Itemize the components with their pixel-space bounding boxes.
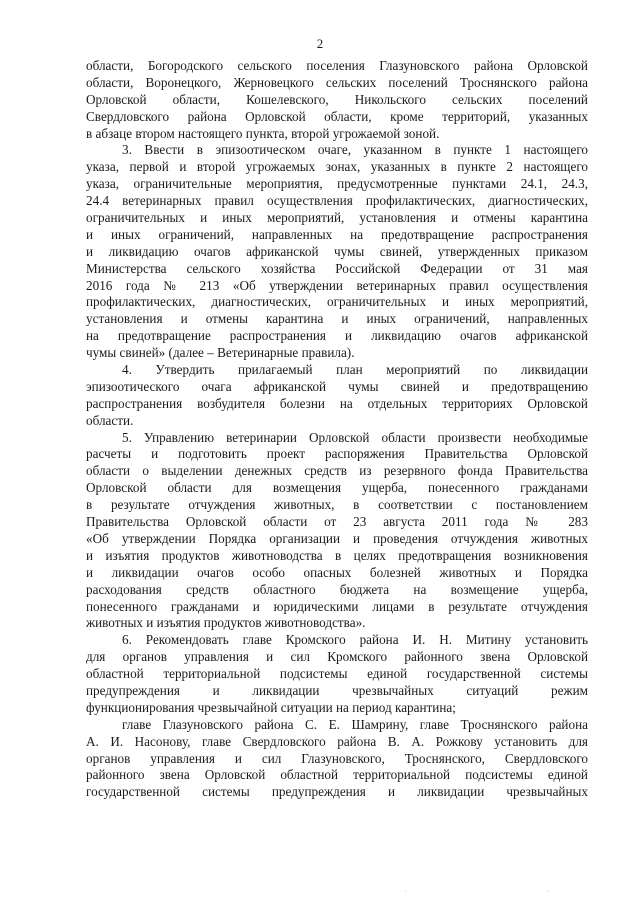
text-line: предупреждения и ликвидации чрезвычайных ситуаций режим xyxy=(86,682,588,698)
text-line: главе Глазуновского района С. Е. Шамрину, главе Троснянского района xyxy=(122,716,588,732)
text-line: А. И. Насонову, главе Свердловского района В. А. Рожкову установить для xyxy=(86,733,588,749)
text-line: Свердловского района Орловской области, кроме территорий, указанных xyxy=(86,108,588,124)
text-line: 6. Рекомендовать главе Кромского района И. Н. Митину установить xyxy=(122,632,588,648)
text-line: областной территориальной подсистемы единой государственной системы xyxy=(86,666,588,682)
text-line: области о выделении денежных средств из резервного фонда Правительства xyxy=(86,463,588,479)
text-line: области, Воронецкого, Жерновецкого сельских поселений Троснянского района xyxy=(86,74,588,90)
text-line: 2016 года № 213 «Об утверждении ветеринарных правил осуществления xyxy=(86,277,588,293)
text-line: ограничительных и иных мероприятий, установления и отмены карантина xyxy=(86,210,588,226)
text-line: «Об утверждении Порядка организации и проведения отчуждения животных xyxy=(86,530,588,546)
text-line: области. xyxy=(86,412,134,428)
text-line: области, Богородского сельского поселения Глазуновского района Орловской xyxy=(86,58,588,73)
text-line: в результате отчуждения животных, в соответствии с постановлением xyxy=(86,497,588,513)
text-line: на предотвращение распространения и ликвидацию очагов африканской xyxy=(86,328,588,344)
scan-artifact: · xyxy=(546,886,549,896)
text-line: для органов управления и сил Кромского районного звена Орловской xyxy=(86,649,588,665)
text-line: 5. Управлению ветеринарии Орловской области произвести необходимые xyxy=(122,429,588,445)
page-number: 2 xyxy=(316,36,324,51)
text-line: понесенного гражданами и юридическими лицами в результате отчуждения xyxy=(86,598,588,614)
text-line: 4. Утвердить прилагаемый план мероприятий по ликвидации xyxy=(122,362,588,378)
text-line: указа, первой и второй угрожаемых зонах, указанных в пункте 2 настоящего xyxy=(86,159,588,175)
text-line: в абзаце втором настоящего пункта, второй угрожаемой зоной. xyxy=(86,125,440,141)
text-line: и ликвидацию очагов африканской чумы свиней, утвержденных приказом xyxy=(86,243,588,259)
text-line: распространения возбудителя болезни на отдельных территориях Орловской xyxy=(86,395,588,411)
text-line: и изъятия продуктов животноводства в целях предотвращения возникновения xyxy=(86,547,588,563)
text-line: Министерства сельского хозяйства Российской Федерации от 31 мая xyxy=(86,260,588,276)
text-line: животных и изъятия продуктов животноводства». xyxy=(86,615,366,631)
scan-artifact: · xyxy=(404,886,407,896)
text-line: расчеты и подготовить проект распоряжения Правительства Орловской xyxy=(86,446,588,462)
text-line: расходования средств областного бюджета на возмещение ущерба, xyxy=(86,581,588,597)
text-line: функционирования чрезвычайной ситуации на период карантина; xyxy=(86,699,456,715)
text-line: Орловской области, Кошелевского, Никольского сельских поселений xyxy=(86,91,588,107)
text-line: установления и отмены карантина и иных ограничений, направленных xyxy=(86,311,588,327)
text-line: профилактических, диагностических, ограничительных и иных мероприятий, xyxy=(86,294,588,310)
document-body xyxy=(86,58,588,801)
text-line: районного звена Орловской областной территориальной подсистемы единой xyxy=(86,767,588,783)
text-line: 24.4 ветеринарных правил осуществления профилактических, диагностических, xyxy=(86,193,588,209)
text-line: органов управления и сил Глазуновского, Троснянского, Свердловского xyxy=(86,750,588,766)
text-line: 3. Ввести в эпизоотическом очаге, указанном в пункте 1 настоящего xyxy=(122,142,588,158)
text-line: Правительства Орловской области от 23 августа 2011 года № 283 xyxy=(86,514,588,530)
text-line: Орловской области для возмещения ущерба, понесенного гражданами xyxy=(86,480,588,496)
text-line: и иных ограничений, направленных на предотвращение распространения xyxy=(86,226,588,242)
text-line: государственной системы предупреждения и ликвидации чрезвычайных xyxy=(86,784,588,800)
text-line: и ликвидации очагов особо опасных болезней животных и Порядка xyxy=(86,564,588,580)
text-line: чумы свиней» (далее – Ветеринарные правила). xyxy=(86,345,355,361)
text-line: указа, ограничительные мероприятия, предусмотренные пунктами 24.1, 24.3, xyxy=(86,176,588,192)
text-line: эпизоотического очага африканской чумы свиней и предотвращению xyxy=(86,378,588,394)
